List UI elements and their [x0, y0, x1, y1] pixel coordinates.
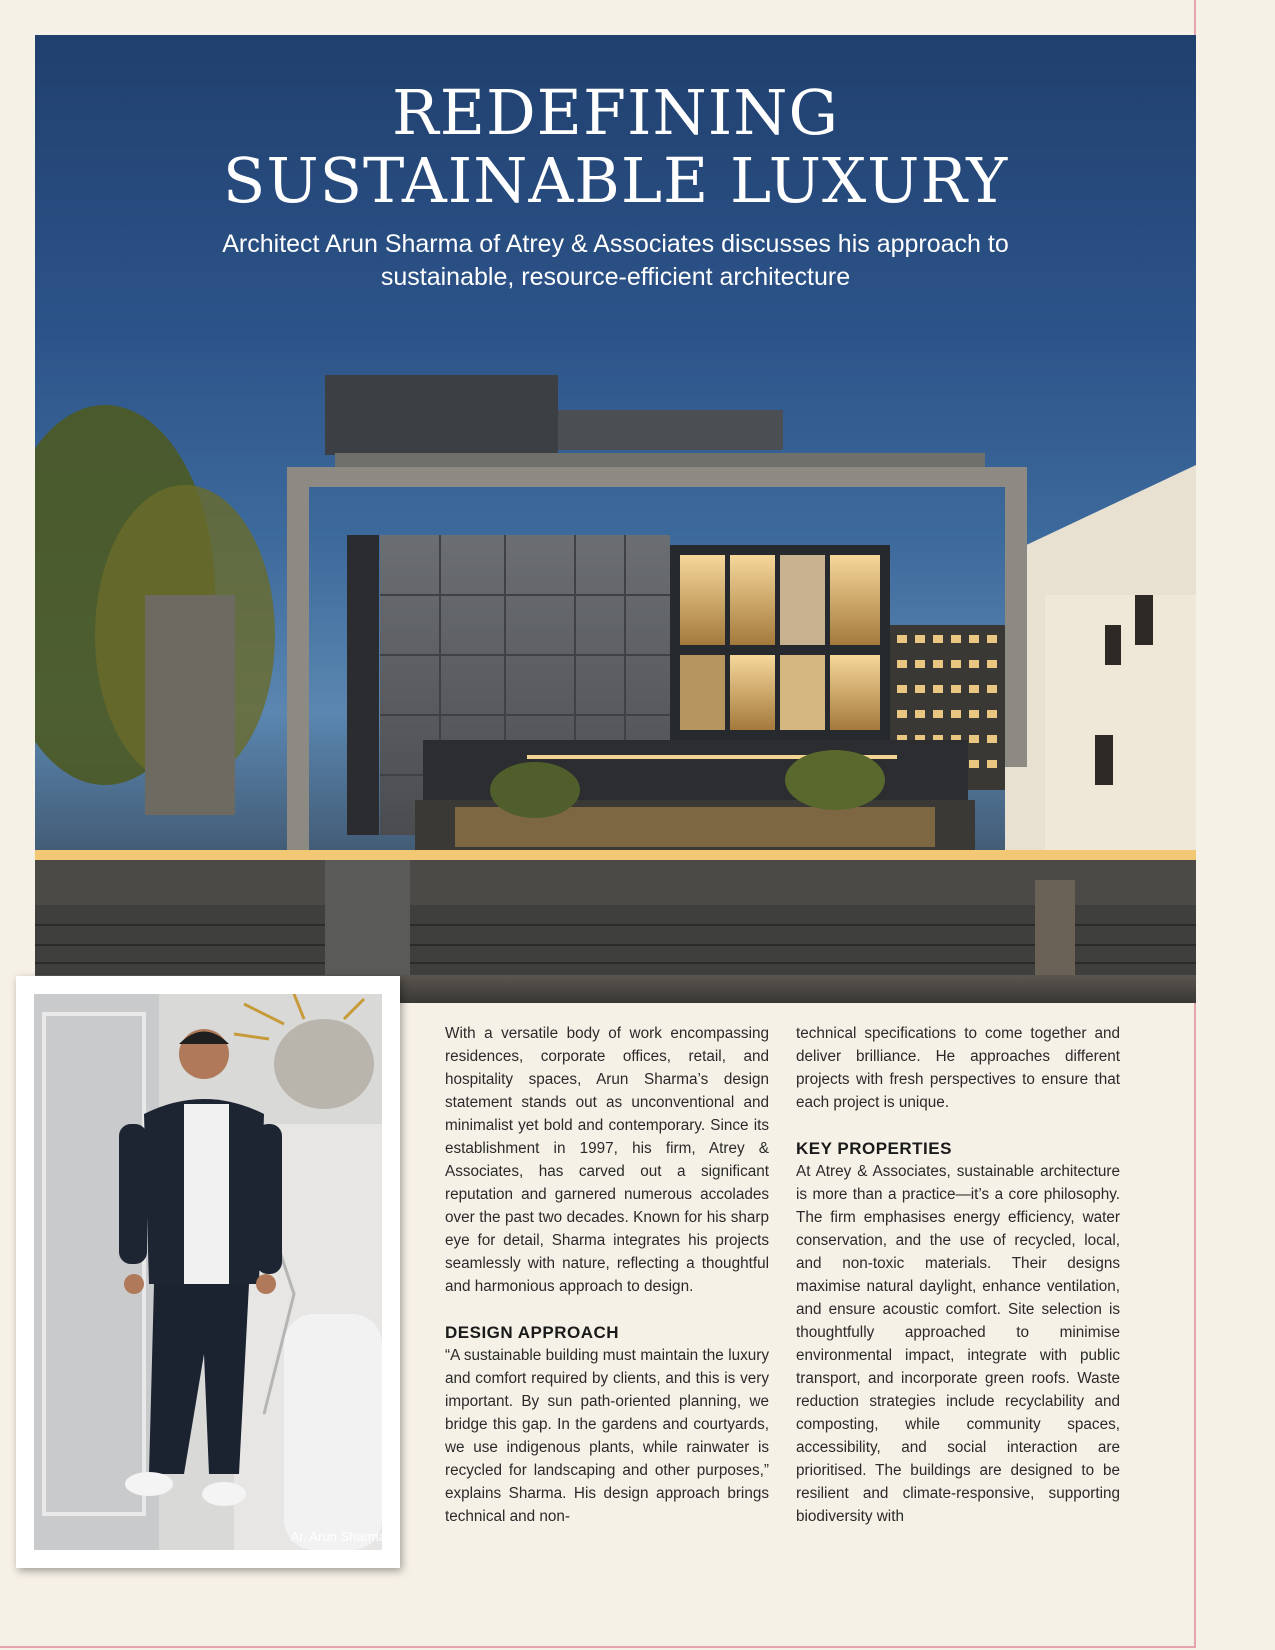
- hero-photo: [35, 35, 1196, 1003]
- portrait-caption: Ar. Arun Sharma: [290, 1529, 386, 1544]
- key-properties-paragraph: At Atrey & Associates, sustainable architecture is more than a practice—it’s a core philosophy. The firm emphasises energy efficiency, water conservation, and the use of recycled, local, and non-toxic materials. Their designs maximise natural daylight, enhance ventilation, and ensure acoustic comfort. Site selection is thoughtfully approached to minimise environmental impact, integrate with public transport, and incorporate green roofs. Waste reduction strategies include recyclability and composting, while community spaces, accessibility, and social interaction are prioritised. The buildings are designed to be resilient and climate-responsive, supporting biodiversity with: [796, 1163, 1120, 1525]
- intro-paragraph: With a versatile body of work encompassing residences, corporate offices, retail, and hospitality spaces, Arun Sharma’s design statement stands out as unconventional and minimalist yet bold and contemporary. Since its establishment in 1997, his firm, Atrey & Associates, has carved out a significant reputation and garnered numerous accolades over the past two decades. Known for his sharp eye for detail, Sharma integrates his projects seamlessly with nature, reflecting a thoughtful and harmonious approach to design.: [445, 1025, 769, 1295]
- headline: [35, 76, 1196, 217]
- headline-line-1: REDEFINING: [392, 76, 839, 149]
- key-properties-heading: KEY PROPERTIES: [796, 1139, 952, 1158]
- design-approach-paragraph: “A sustainable building must maintain the luxury and comfort required by clients, and this is very important. By sun path-oriented planning, we bridge this gap. In the gardens and courtyards, we use indigenous plants, while rainwater is recycled for landscaping and other purposes,” explains Sharma. His design approach brings technical and non-: [445, 1347, 769, 1525]
- headline-line-2: SUSTAINABLE LUXURY: [222, 144, 1009, 217]
- article-column-left: [445, 1022, 769, 1528]
- portrait-photo: [16, 976, 400, 1568]
- portrait-illustration: [34, 994, 382, 1550]
- design-approach-continued: technical specifications to come together and deliver brilliance. He approaches different projects with fresh perspectives to ensure that each project is unique.: [796, 1025, 1120, 1111]
- article-column-right: [796, 1022, 1120, 1528]
- design-approach-heading: DESIGN APPROACH: [445, 1323, 620, 1342]
- deck: Architect Arun Sharma of Atrey & Associates discusses his approach to sustainable, resource-efficient architecture: [222, 230, 1009, 291]
